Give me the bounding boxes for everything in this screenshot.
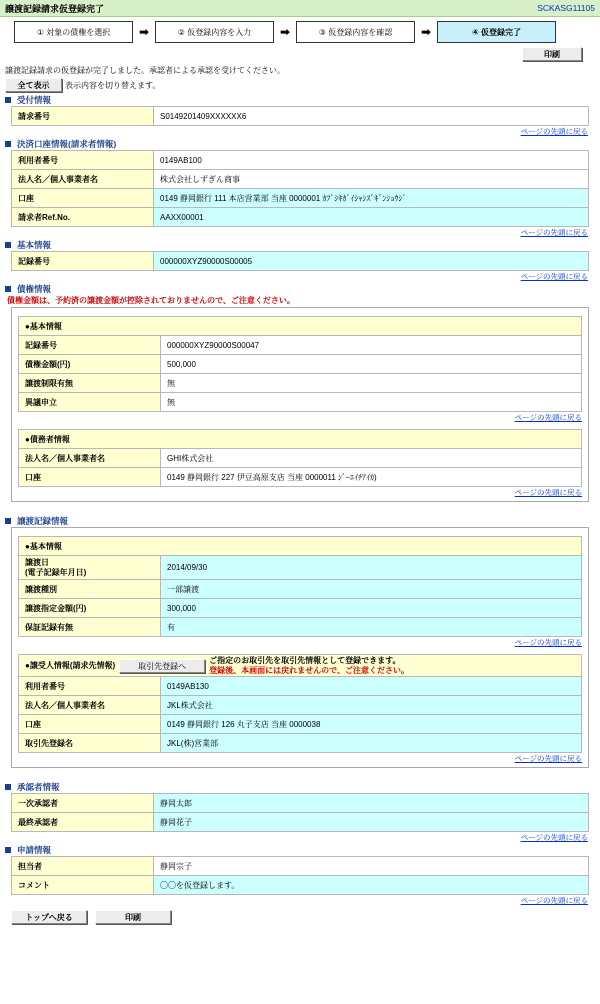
square-bullet-icon (5, 242, 11, 248)
debtor-table (18, 429, 582, 487)
table-row: 譲渡制限有無 無 (19, 374, 582, 393)
table-row: 譲渡種別 一部譲渡 (19, 580, 582, 599)
application-table (11, 856, 589, 895)
section-application: 申請情報 (0, 843, 600, 856)
register-partner-button[interactable]: 取引先登録へ (119, 659, 205, 673)
reception-table (11, 106, 589, 126)
claim-warning: 債権金額は、予約済の譲渡金額が控除されておりませんので、ご注意ください。 (7, 296, 295, 305)
table-row: 口座 0149 静岡銀行 126 丸子支店 当座 0000038 (19, 715, 582, 734)
page-title: 譲渡記録請求仮登録完了 (5, 3, 105, 14)
table-row: 請求者Ref.No. AAXX00001 (12, 208, 589, 227)
table-row: 法人名／個人事業者名 株式会社しずぎん商事 (12, 170, 589, 189)
square-bullet-icon (5, 97, 11, 103)
page-top-link[interactable]: ページの先頭に戻る (520, 833, 588, 842)
table-row: 債権金額(円) 500,000 (19, 355, 582, 374)
square-bullet-icon (5, 286, 11, 292)
step-4-current: ④ 仮登録完了 (437, 21, 556, 43)
table-row: ●譲受人情報(請求先情報) 取引先登録へ ご指定のお取引先を取引先情報として登録できます。 登録後、本画面には戻れませんので、ご注意ください。 (19, 655, 582, 677)
section-approver: 承認者情報 (0, 780, 600, 793)
basic-table (11, 251, 589, 271)
square-bullet-icon (5, 518, 11, 524)
title-bar (0, 0, 600, 17)
page-top-link[interactable]: ページの先頭に戻る (514, 754, 582, 763)
page-top-link[interactable]: ページの先頭に戻る (520, 896, 588, 905)
step-2: ② 仮登録内容を入力 (155, 21, 274, 43)
register-note: ご指定のお取引先を取引先情報として登録できます。 (209, 655, 401, 665)
section-settlement: 決済口座情報(請求者情報) (0, 137, 600, 150)
table-row: 法人名／個人事業者名 JKL株式会社 (19, 696, 582, 715)
claim-basic-table (18, 316, 582, 412)
table-row: 法人名／個人事業者名 GHI株式会社 (19, 449, 582, 468)
table-row: 記録番号 000000XYZ90000S00005 (12, 252, 589, 271)
table-row: 請求番号 S0149201409XXXXXX6 (12, 107, 589, 126)
register-warning: 登録後、本画面には戻れませんので、ご注意ください。 (209, 665, 410, 675)
screen-code: SCKASG11105 (537, 3, 595, 13)
arrow-right-icon: ➡ (279, 25, 291, 39)
page-top-link[interactable]: ページの先頭に戻る (520, 127, 588, 136)
step-1: ① 対象の債権を選択 (14, 21, 133, 43)
arrow-right-icon: ➡ (420, 25, 432, 39)
table-row: 口座 0149 静岡銀行 227 伊豆高原支店 当座 0000011 ｼﾞｰｴｲﾁｱｲｶ) (19, 468, 582, 487)
table-row: 担当者 静岡宗子 (12, 857, 589, 876)
section-basic: 基本情報 (0, 238, 600, 251)
section-claim: 債権情報 (0, 282, 600, 295)
page-top-link[interactable]: ページの先頭に戻る (520, 228, 588, 237)
table-row: 譲渡日 (電子記録年月日) 2014/09/30 (19, 556, 582, 580)
progress-steps (0, 17, 600, 43)
table-row: コメント 〇〇を仮登録します。 (12, 876, 589, 895)
page-top-link[interactable]: ページの先頭に戻る (520, 272, 588, 281)
table-row: 利用者番号 0149AB130 (19, 677, 582, 696)
table-row: 最終承認者 静岡花子 (12, 813, 589, 832)
table-row: 口座 0149 静岡銀行 111 本店営業部 当座 0000001 ｶﾌﾞｼｷｶﾞｲｼｬｼｽﾞｷﾞﾝｼｮｳｼﾞ (12, 189, 589, 208)
page-top-link[interactable]: ページの先頭に戻る (514, 488, 582, 497)
square-bullet-icon (5, 847, 11, 853)
arrow-right-icon: ➡ (138, 25, 150, 39)
step-3: ③ 仮登録内容を確認 (296, 21, 415, 43)
page-top-link[interactable]: ページの先頭に戻る (514, 638, 582, 647)
square-bullet-icon (5, 784, 11, 790)
table-row: 異議申立 無 (19, 393, 582, 412)
table-row: 一次承認者 静岡太郎 (12, 794, 589, 813)
table-row: 譲渡指定金額(円) 300,000 (19, 599, 582, 618)
section-reception: 受付情報 (0, 93, 600, 106)
transfer-basic-table (18, 536, 582, 637)
table-row: 利用者番号 0149AB100 (12, 151, 589, 170)
table-row: 取引先登録名 JKL(株)営業部 (19, 734, 582, 753)
show-all-button[interactable]: 全て表示 (5, 78, 62, 92)
approver-table (11, 793, 589, 832)
claim-panel (11, 307, 589, 502)
table-row: ●債務者情報 (19, 430, 582, 449)
recipient-table (18, 654, 582, 753)
transfer-panel (11, 527, 589, 768)
table-row: ●基本情報 (19, 537, 582, 556)
completion-message: 譲渡記録請求の仮登録が完了しました。承認者による承認を受けてください。 (5, 66, 285, 75)
settlement-table (11, 150, 589, 227)
square-bullet-icon (5, 141, 11, 147)
table-row: ●基本情報 (19, 317, 582, 336)
table-row: 保証記録有無 有 (19, 618, 582, 637)
section-transfer: 譲渡記録情報 (0, 514, 600, 527)
page-top-link[interactable]: ページの先頭に戻る (514, 413, 582, 422)
table-row: 記録番号 000000XYZ90000S00047 (19, 336, 582, 355)
back-to-top-button[interactable]: トップへ戻る (11, 910, 87, 924)
print-button-bottom[interactable]: 印刷 (95, 910, 171, 924)
toggle-hint: 表示内容を切り替えます。 (65, 80, 161, 90)
print-button-top[interactable]: 印刷 (522, 47, 582, 61)
